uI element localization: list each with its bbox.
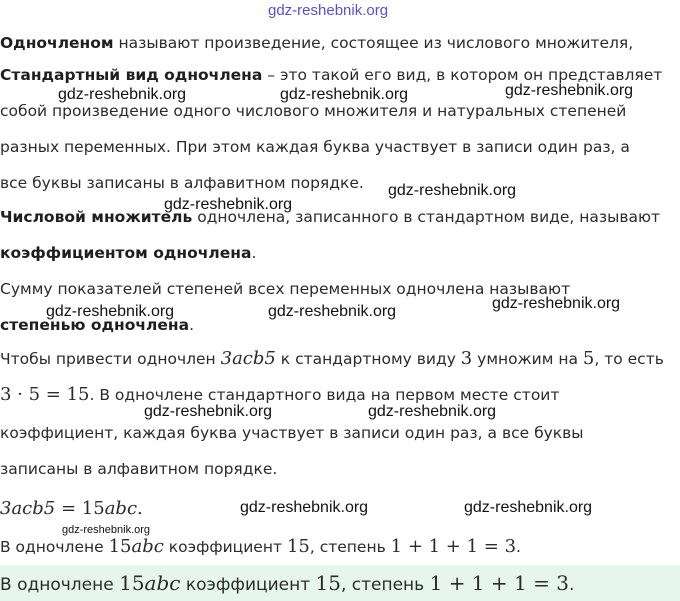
- definition-standard-form-line4: все буквы записаны в алфавитном порядке.: [0, 174, 364, 192]
- definition-text: – это такой его вид, в котором он представляет: [262, 66, 663, 84]
- solution-text: , то есть: [594, 350, 664, 368]
- definition-text: одночлена, записанного в стандартном виде, называют: [192, 208, 661, 226]
- math-variables: abc: [104, 498, 138, 519]
- math-variables: abc: [144, 571, 181, 595]
- solution-text: к стандартному виду: [275, 350, 461, 368]
- math-number: 15: [108, 536, 132, 557]
- definition-degree-line1: Сумму показателей степеней всех переменных одночлена называют: [0, 280, 571, 298]
- solution-line3: коэффициент, каждая буква участвует в записи один раз, а все буквы: [0, 424, 584, 442]
- math-number: 3: [460, 348, 473, 369]
- math-monomial: 3acb5: [0, 498, 56, 519]
- math-number: 15: [315, 571, 341, 595]
- math-number: 5: [582, 348, 595, 369]
- watermark: gdz-reshebnik.org: [368, 403, 497, 420]
- math-number: 15: [286, 536, 310, 557]
- watermark: gdz-reshebnik.org: [492, 295, 621, 312]
- math-product: 3 · 5 = 15: [0, 384, 90, 405]
- watermark: gdz-reshebnik.org: [62, 524, 151, 536]
- solution-text: Чтобы привести одночлен: [0, 350, 221, 368]
- term-coefficient: коэффициентом одночлена: [0, 244, 252, 262]
- term-numeric-factor: Числовой множитель: [0, 208, 193, 226]
- solution-line4: записаны в алфавитном порядке.: [0, 460, 278, 478]
- definition-coefficient-line2: [0, 244, 256, 262]
- summary-text: В одночлене: [0, 538, 109, 556]
- term-degree: степенью одночлена: [0, 316, 190, 334]
- watermark: gdz-reshebnik.org: [144, 403, 273, 420]
- solution-text: умножим на: [472, 350, 583, 368]
- math-monomial: 3acb5: [220, 348, 276, 369]
- watermark: gdz-reshebnik.org: [58, 86, 187, 103]
- definition-coefficient-line1: [0, 208, 660, 226]
- punctuation: .: [516, 538, 521, 556]
- punctuation: .: [568, 575, 575, 595]
- definition-text: называют произведение, состоящее из числового множителя,: [113, 34, 634, 52]
- solution-line2: [0, 384, 559, 405]
- answer-label: коэффициент: [180, 575, 316, 595]
- answer-label: В одночлене: [0, 575, 120, 595]
- watermark: gdz-reshebnik.org: [268, 303, 397, 320]
- watermark: gdz-reshebnik.org: [464, 499, 593, 516]
- definition-standard-form-line2: собой произведение одного числового множителя и натуральных степеней: [0, 102, 627, 120]
- punctuation: .: [251, 244, 257, 262]
- watermark: gdz-reshebnik.org: [280, 86, 409, 103]
- solution-line1: [0, 348, 664, 369]
- definition-monomial: [0, 34, 633, 52]
- math-sum: 1 + 1 + 1 = 3: [429, 571, 569, 595]
- watermark: gdz-reshebnik.org: [164, 196, 293, 213]
- punctuation: .: [137, 498, 143, 519]
- watermark: gdz-reshebnik.org: [46, 303, 175, 320]
- math-number: 15: [119, 571, 145, 595]
- summary-text: , степень: [309, 538, 391, 556]
- punctuation: .: [189, 316, 195, 334]
- watermark: gdz-reshebnik.org: [505, 82, 634, 99]
- term-standard-form: Стандартный вид одночлена: [0, 66, 263, 84]
- watermark: gdz-reshebnik.org: [388, 182, 517, 199]
- summary-sentence: [0, 536, 521, 557]
- math-sum: 1 + 1 + 1 = 3: [390, 536, 517, 557]
- watermark: gdz-reshebnik.org: [240, 499, 369, 516]
- definition-standard-form-line3: разных переменных. При этом каждая буква участвует в записи один раз, а: [0, 138, 630, 156]
- math-variables: abc: [131, 536, 164, 557]
- summary-text: коэффициент: [163, 538, 287, 556]
- answer-label: , степень: [340, 575, 430, 595]
- term-monomial: Одночленом: [0, 34, 114, 52]
- solution-text: . В одночлене стандартного вида на первом месте стоит: [89, 386, 560, 404]
- formula-line: [0, 498, 143, 519]
- watermark-top: gdz-reshebnik.org: [268, 2, 389, 19]
- answer-text: [0, 571, 574, 595]
- math-equals: = 15: [55, 498, 105, 519]
